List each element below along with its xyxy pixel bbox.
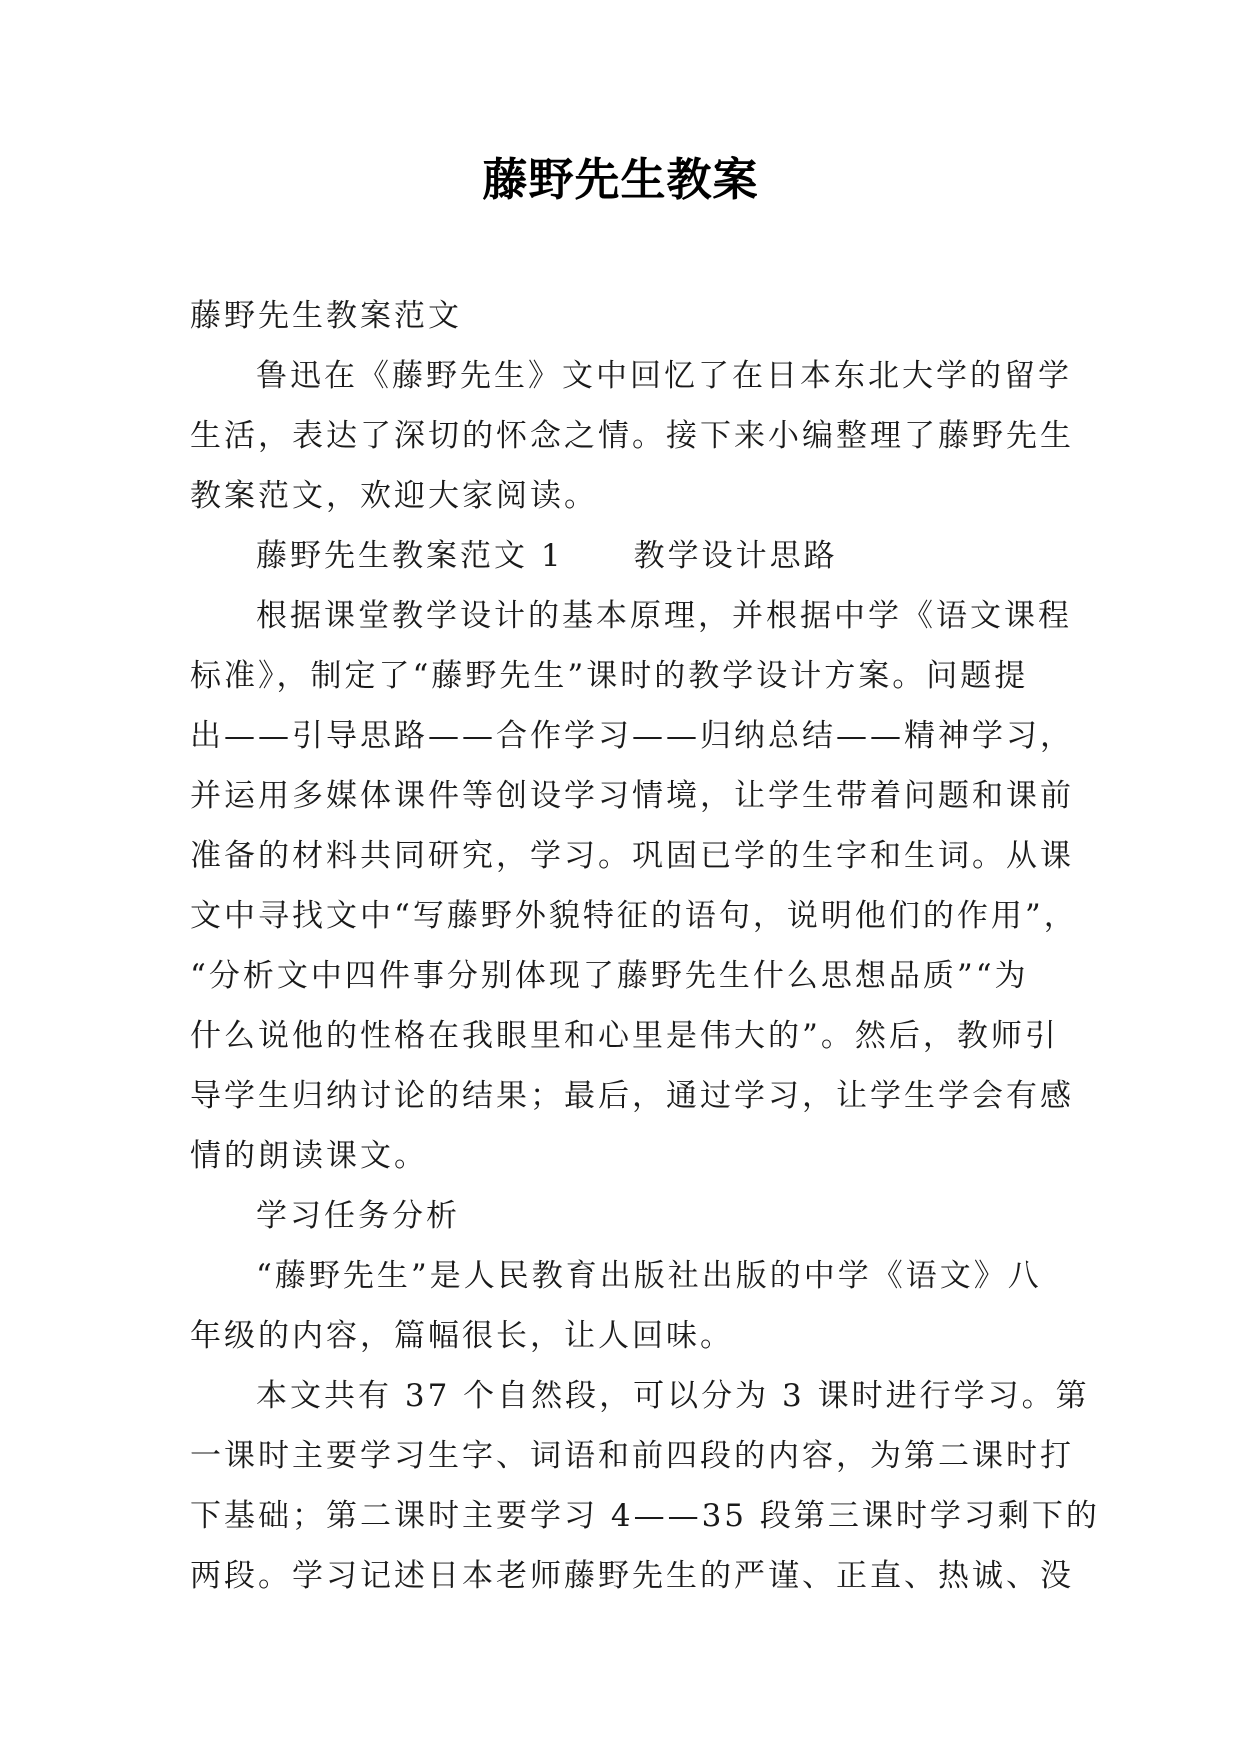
text-line-content: “分析文中四件事分别体现了藤野先生什么思想品质”“为: [190, 958, 1029, 994]
text-line: [190, 946, 1046, 1006]
text-line-content: 并运用多媒体课件等创设学习情境，让学生带着问题和课前: [190, 778, 1074, 814]
text-line-content: 本文共有 37 个自然段，可以分为 3 课时进行学习。第: [256, 1378, 1090, 1414]
text-line: [190, 646, 1046, 706]
text-line-content: 学习任务分析: [256, 1198, 460, 1234]
text-line: [190, 1306, 1046, 1366]
text-line: [190, 1366, 1090, 1426]
text-line: [190, 706, 1074, 766]
text-line: [190, 466, 1046, 526]
text-line-content: 准备的材料共同研究，学习。巩固已学的生字和生词。从课: [190, 838, 1074, 874]
text-line: [190, 766, 1074, 826]
text-line-content: 标准》，制定了“藤野先生”课时的教学设计方案。问题提: [190, 658, 1029, 694]
text-line: [190, 1426, 1074, 1486]
text-line-content: 教案范文，欢迎大家阅读。: [190, 478, 598, 514]
text-line-content: 藤野先生教案范文 1: [256, 538, 564, 574]
document-body: [190, 286, 1100, 1606]
section-heading: 教学设计思路: [633, 538, 838, 574]
text-line-content: “藤野先生”是人民教育出版社出版的中学《语文》八: [256, 1258, 1042, 1294]
text-line: [190, 346, 1072, 406]
text-line-content: 生活，表达了深切的怀念之情。接下来小编整理了藤野先生: [190, 418, 1074, 454]
text-line: [190, 1246, 1046, 1306]
text-line: [190, 286, 1046, 346]
text-line-content: 什么说他的性格在我眼里和心里是伟大的”。然后，教师引: [190, 1018, 1059, 1054]
text-line: [190, 826, 1074, 886]
document-title: 藤野先生教案: [482, 153, 759, 206]
text-line: [190, 886, 1078, 946]
text-line: [190, 406, 1074, 466]
text-line-content: 出——引导思路——合作学习——归纳总结——精神学习，: [190, 718, 1074, 754]
text-line: [190, 526, 1046, 586]
text-line: [190, 1186, 1046, 1246]
text-line-content: 导学生归纳讨论的结果；最后，通过学习，让学生学会有感: [190, 1078, 1074, 1114]
text-line: [190, 1486, 1100, 1546]
text-line: [190, 1006, 1059, 1066]
text-line-content: 两段。学习记述日本老师藤野先生的严谨、正直、热诚、没: [190, 1558, 1074, 1594]
text-line-content: 文中寻找文中“写藤野外貌特征的语句，说明他们的作用”，: [190, 898, 1078, 934]
text-line: [190, 586, 1072, 646]
text-line-content: 一课时主要学习生字、词语和前四段的内容，为第二课时打: [190, 1438, 1074, 1474]
text-line-content: 下基础；第二课时主要学习 4——35 段第三课时学习剩下的: [190, 1498, 1100, 1534]
text-line-content: 情的朗读课文。: [190, 1138, 428, 1174]
text-line-content: 根据课堂教学设计的基本原理，并根据中学《语文课程: [256, 598, 1072, 634]
text-line: [190, 1066, 1074, 1126]
text-line: [190, 1126, 1046, 1186]
text-line: [190, 1546, 1074, 1606]
text-line-content: 藤野先生教案范文: [190, 298, 462, 334]
text-line-content: 鲁迅在《藤野先生》文中回忆了在日本东北大学的留学: [256, 358, 1072, 394]
text-line-content: 年级的内容，篇幅很长，让人回味。: [190, 1318, 734, 1354]
text-block: [190, 286, 1100, 1606]
